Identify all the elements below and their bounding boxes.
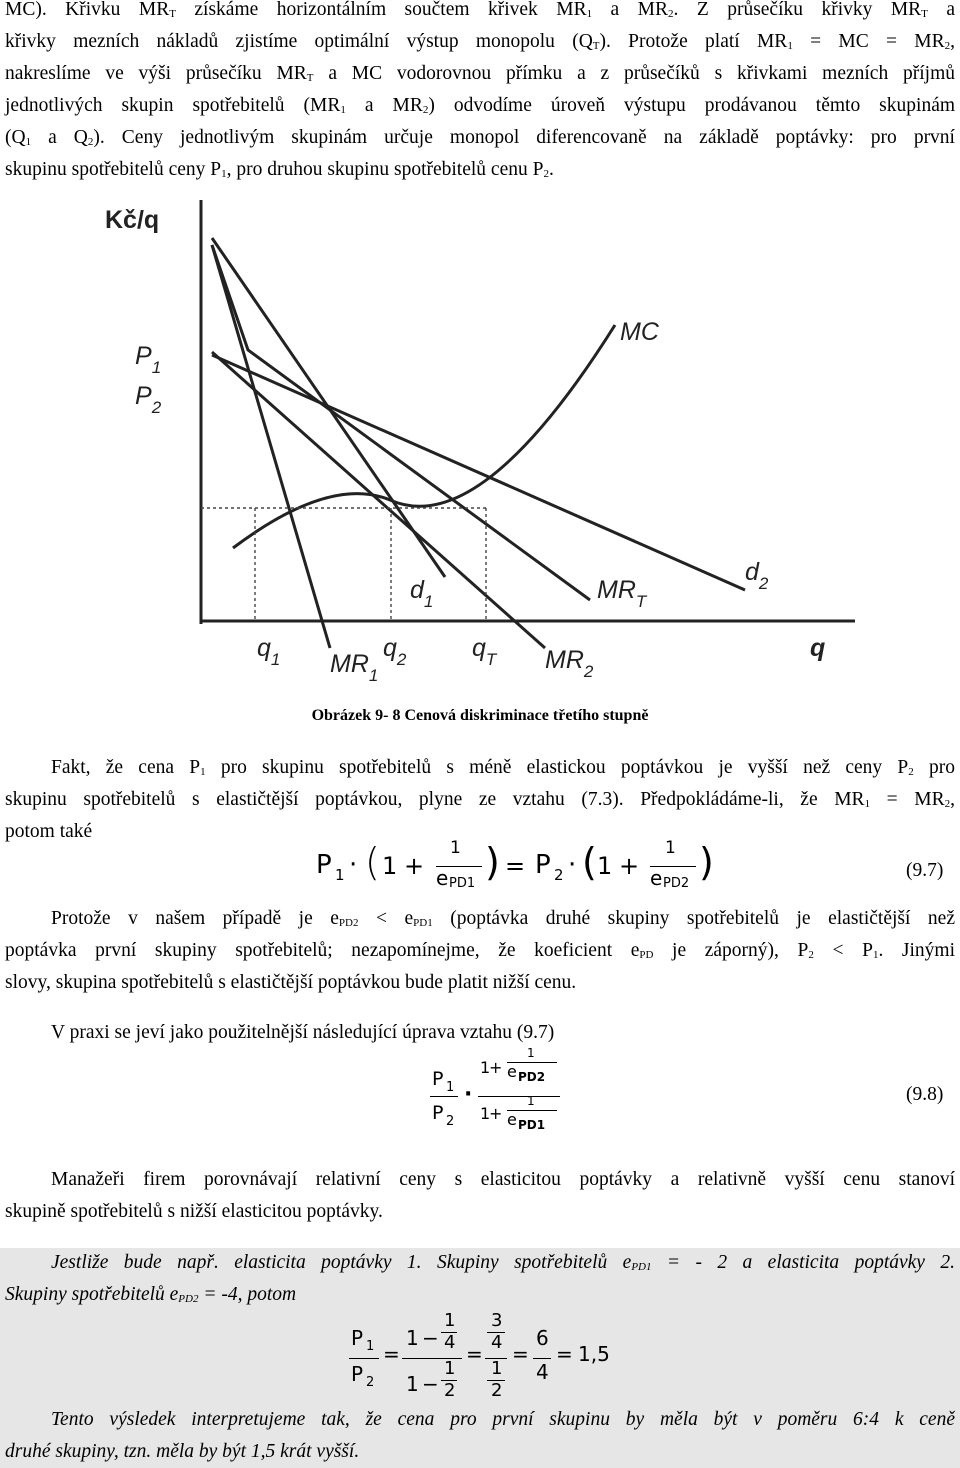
price-discrimination-diagram — [0, 190, 960, 695]
intro-line-4: jednotlivých skupin spotřebitelů ($MR_1$ a $MR_2$) odvodíme úroveň výstupu prodávanou těmto skupinám — [5, 95, 956, 116]
x-axis-label: q — [810, 634, 826, 662]
para4: V praxi se jeví jako použitelnější následující úprava vztahu (9.7) — [51, 1022, 555, 1043]
intro-line-3: nakreslíme ve výši průsečíku $MR_T$ a MC vodorovnou přímku a z průsečíků s křivkami mezních příjmů — [5, 63, 955, 84]
para5-line-1: Manažeři firem porovnávají relativní ceny s elasticitou poptávky a relativně vyšší cenu stanoví — [51, 1169, 955, 1190]
para2-line-1: Fakt, že cena $P_1$ pro skupinu spotřebitelů s méně elastickou poptávkou je vyšší než ceny $P_2$ pro — [51, 757, 955, 778]
mr1-label: $MR_1$ — [330, 650, 379, 685]
d2-curve — [212, 355, 745, 590]
para2-line-2: skupinu spotřebitelů s elastičtější poptávkou, plyne ze vztahu (7.3). Předpokládáme-li, že $MR_1 = MR_2$, — [5, 789, 955, 810]
equation-number: (9.8) — [906, 1084, 944, 1105]
mrt-curve — [212, 245, 590, 600]
mrt-label: $MR_T$ — [597, 576, 647, 611]
example-line-2: Skupiny spotřebitelů $e_{PD2} = -4$, potom — [5, 1284, 297, 1305]
fraction-bar — [478, 1096, 560, 1097]
mc-label: MC — [620, 318, 659, 346]
para3-line-2: poptávka první skupiny spotřebitelů; nezapomínejme, že koeficient $e_{PD}$ je záporný), $P_2 < P_1$. Jinými — [5, 940, 956, 961]
d2-label: $d_2$ — [745, 558, 769, 593]
mr2-curve — [212, 352, 545, 648]
intro-line-5: ($Q_1$ a $Q_2$). Ceny jednotlivým skupinám určuje monopol diferencovaně na základě poptávky: pro první — [5, 127, 955, 148]
example-line-4: druhé skupiny, tzn. měla by být 1,5 krát vyšší. — [5, 1441, 360, 1462]
q1-label: $q_1$ — [257, 634, 281, 669]
p2-label: $P_2$ — [135, 382, 162, 417]
fraction-bar — [349, 1358, 379, 1359]
para5-line-2: skupině spotřebitelů s nižší elasticitou poptávky. — [5, 1201, 383, 1222]
intro-line-6: skupinu spotřebitelů ceny $P_1$, pro druhou skupinu spotřebitelů cenu $P_2$. — [5, 159, 554, 180]
intro-line-2: křivky mezních nákladů zjistíme optimální výstup monopolu $(Q_T)$. Protože platí $MR_1$ = MC = $MR_2$, — [5, 31, 955, 52]
figure-caption: Obrázek 9- 8 Cenová diskriminace třetího stupně — [311, 707, 649, 724]
para2-line-3: potom také — [5, 821, 93, 842]
q2-label: $q_2$ — [383, 634, 407, 669]
para3-line-1: Protože v našem případě je $e_{PD2} < e_{PD1}$ (poptávka druhé skupiny spotřebitelů je elastičtější než — [51, 908, 955, 929]
d1-label: $d_1$ — [410, 576, 434, 611]
mr2-label: $MR_2$ — [545, 646, 594, 681]
y-axis-label: Kč/q — [105, 206, 160, 234]
mr1-curve — [212, 245, 330, 648]
intro-line-1: MC). Křivku $MR_T$ získáme horizontálním součtem křivek $MR_1$ a $MR_2$. Z průsečíku křivky $MR_T$ a — [5, 0, 956, 20]
fraction-bar — [533, 1358, 551, 1359]
para3-line-3: slovy, skupina spotřebitelů s elastičtější poptávkou bude platit nižší cenu. — [5, 972, 577, 993]
fraction-bar — [430, 1096, 458, 1097]
example-line-1: Jestliže bude např. elasticita poptávky 1. Skupiny spotřebitelů $e_{PD1}$ = - 2 a elasticita poptávky 2. — [51, 1252, 955, 1273]
example-line-3: Tento výsledek interpretujeme tak, že cena pro první skupinu by měla být v poměru 6:4 k ceně — [51, 1409, 955, 1430]
qt-label: $q_T$ — [472, 634, 497, 669]
p1-label: $P_1$ — [135, 342, 162, 377]
equation-number: (9.7) — [906, 860, 944, 881]
